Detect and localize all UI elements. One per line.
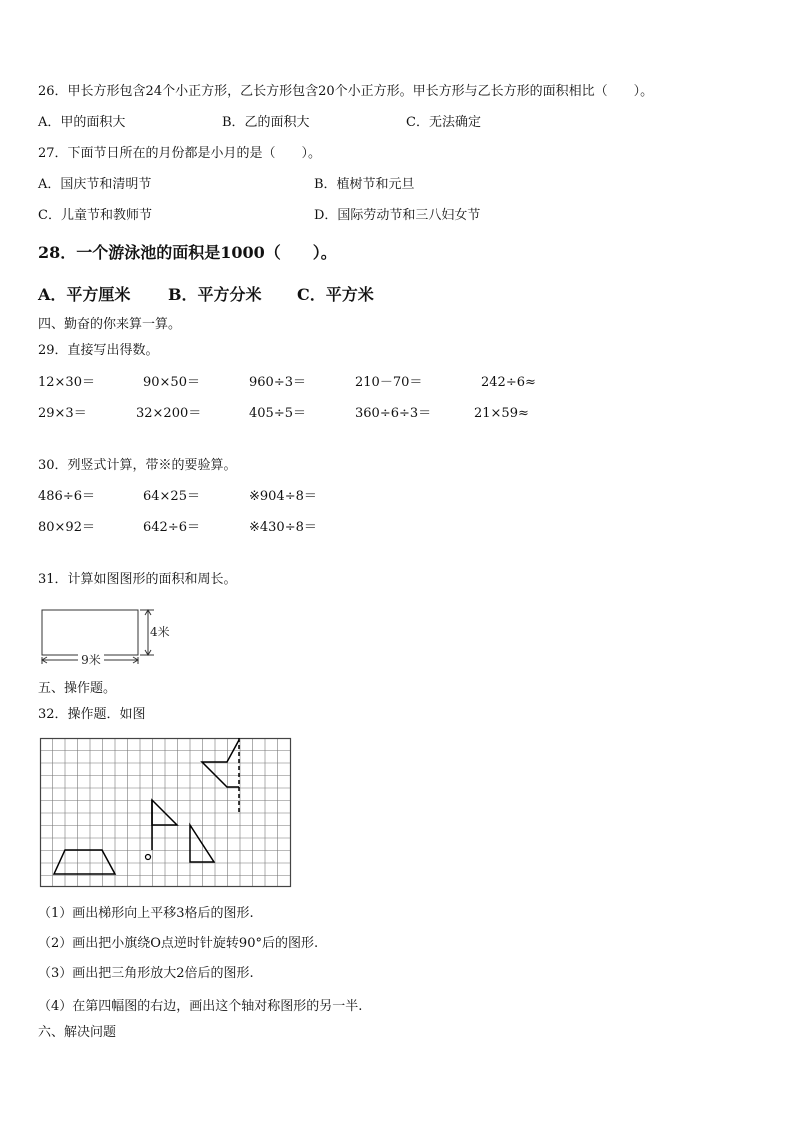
- q32-task-2: （2）画出把小旗绕O点逆时针旋转90°后的图形.: [38, 936, 319, 951]
- q29-item: 90×50＝: [143, 375, 200, 390]
- q26-option-a: A．甲的面积大: [38, 115, 126, 130]
- q28-option-a: A．平方厘米: [38, 285, 131, 304]
- q30-item: 80×92＝: [38, 520, 95, 535]
- q32-task-4: （4）在第四幅图的右边，画出这个轴对称图形的另一半.: [38, 999, 363, 1014]
- q32-stem: 32．操作题．如图: [38, 707, 146, 722]
- q27-option-a: A．国庆节和清明节: [38, 177, 152, 192]
- q26-option-b: B．乙的面积大: [222, 115, 310, 130]
- rectangle-figure: [36, 604, 196, 668]
- q29-item: 242÷6≈: [481, 375, 536, 390]
- q32-task-1: （1）画出梯形向上平移3格后的图形.: [38, 906, 254, 921]
- q29-item: 32×200＝: [136, 406, 202, 421]
- q28-option-c: C．平方米: [297, 285, 374, 304]
- q29-item: 21×59≈: [474, 406, 529, 421]
- operation-grid: [40, 738, 292, 888]
- q29-item: 12×30＝: [38, 375, 95, 390]
- section-5-heading: 五、操作题。: [38, 681, 117, 696]
- q30-item: 486÷6＝: [38, 489, 95, 504]
- q29-item: 210－70＝: [355, 375, 423, 390]
- section-4-heading: 四、勤奋的你来算一算。: [38, 317, 182, 332]
- q27-option-d: D．国际劳动节和三八妇女节: [314, 208, 481, 223]
- flag-shape: [152, 800, 177, 825]
- q30-item: 642÷6＝: [143, 520, 200, 535]
- q29-item: 29×3＝: [38, 406, 87, 421]
- q30-item: ※904÷8＝: [249, 489, 317, 504]
- half-symmetric-figure: [202, 740, 239, 787]
- point-o: [146, 855, 151, 860]
- trapezoid-shape: [54, 850, 115, 874]
- q26-stem: 26．甲长方形包含24个小正方形，乙长方形包含20个小正方形。甲长方形与乙长方形的面积相比（ ）。: [38, 84, 654, 99]
- q30-item: 64×25＝: [143, 489, 200, 504]
- width-label: 9米: [81, 653, 101, 667]
- triangle-shape: [190, 825, 214, 862]
- q30-stem: 30．列竖式计算，带※的要验算。: [38, 458, 237, 473]
- q29-stem: 29．直接写出得数。: [38, 343, 159, 358]
- q29-item: 360÷6÷3＝: [355, 406, 432, 421]
- q29-item: 405÷5＝: [249, 406, 306, 421]
- q27-option-b: B．植树节和元旦: [314, 177, 415, 192]
- q27-stem: 27．下面节日所在的月份都是小月的是（ ）。: [38, 146, 322, 161]
- q28-option-b: B．平方分米: [168, 285, 262, 304]
- q26-option-c: C．无法确定: [406, 115, 481, 130]
- q30-item: ※430÷8＝: [249, 520, 317, 535]
- height-label: 4米: [150, 625, 170, 639]
- section-6-heading: 六、解决问题: [38, 1025, 117, 1040]
- q29-item: 960÷3＝: [249, 375, 306, 390]
- q27-option-c: C．儿童节和教师节: [38, 208, 152, 223]
- q28-stem: 28．一个游泳池的面积是1000（ ）。: [38, 243, 337, 262]
- q31-stem: 31．计算如图图形的面积和周长。: [38, 572, 237, 587]
- q32-task-3: （3）画出把三角形放大2倍后的图形.: [38, 966, 254, 981]
